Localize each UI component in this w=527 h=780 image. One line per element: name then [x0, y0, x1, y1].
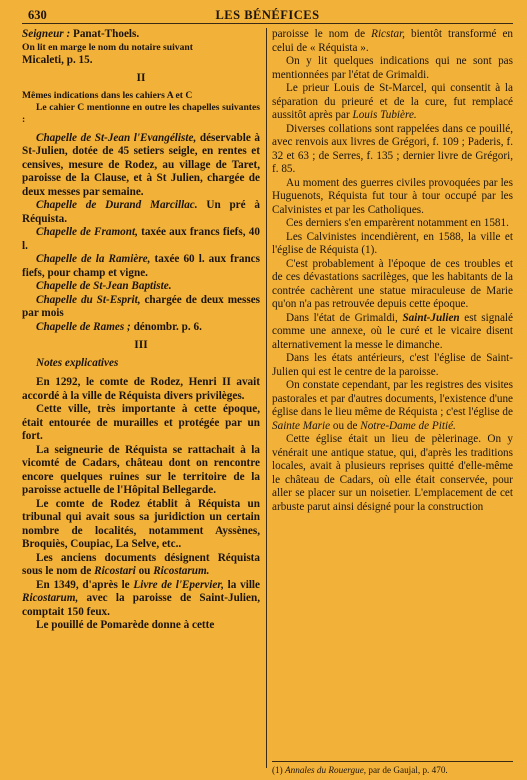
paragraph-ville: Cette ville, très importante à cette époque, était entourée de murailles et protégée par un fort. [22, 403, 260, 442]
footnote: (1) Annales du Rouergue, par de Gaujal, p. 470. [272, 761, 513, 776]
running-title: LES BÉNÉFICES [215, 8, 320, 22]
paragraph-1349: En 1349, d'après le Livre de l'Epervier, la ville Ricostarum, avec la paroisse de Saint-Julien, comptait 150 feux. [22, 578, 260, 618]
paragraph-pouille: Le pouillé de Pomarède donne à cette [36, 619, 215, 631]
chapelle-rames: Chapelle de Rames ; dénombr. p. 6. [36, 320, 202, 333]
paragraph-calvinistes: Les Calvinistes incendièrent, en 1588, la ville et l'église de Réquista (1). [272, 230, 513, 256]
paragraph-grimaldi: Dans l'état de Grimaldi, Saint-Julien est signalé comme une annexe, où le curé et le vicaire disent alternativement la messe le dimanche. [272, 311, 513, 351]
seigneur-label: Seigneur : [22, 28, 71, 40]
chapelle-ramiere: Chapelle de la Ramière, taxée 60 l. aux francs fiefs, pour champ et vigne. [22, 253, 260, 279]
micaleti-line: Micaleti, p. 15. [22, 53, 93, 66]
chapelle-st-jean-baptiste: Chapelle de St-Jean Baptiste. [36, 280, 172, 292]
running-header [22, 6, 513, 24]
paragraph-statue: C'est probablement à l'époque de ces troubles et de ces dévastations sacrilèges, que les habitants de la contrée cachèrent une statue miraculeuse de Marie qu'on n'a pas retrouvée depuis cette époque. [272, 257, 513, 310]
paragraph-1292: En 1292, le comte de Rodez, Henri II avait accordé à la ville de Réquista divers privilèges. [22, 376, 260, 402]
paragraph-prieur: Le prieur Louis de St-Marcel, qui consentit à la séparation du prieuré et de la cure, fut remplacé aussitôt après par Louis Tubière. [272, 82, 513, 121]
chapelle-st-esprit: Chapelle du St-Esprit, chargée de deux messes par mois [22, 293, 260, 319]
paragraph-pelerinage: Cette église était un lieu de pèlerinage. On y vénérait une antique statue, qui, d'après les traditions locales, avait à plusieurs reprises quitté d'elle-même le château de Cadars, où elle était conservée, pour aller se placer sur un noisetier. L'emplacement de cet arbuste parut ainsi désigné pour la construction [272, 433, 513, 513]
section-heading-ii: II [136, 72, 146, 84]
page-number: 630 [28, 8, 47, 22]
notes-title: Notes explicatives [36, 356, 119, 369]
text-columns [22, 28, 513, 780]
paragraph-eglise: On constate cependant, par les registres des visites pastorales et par d'autres documents, l'existence d'une église dans le lieu même de Réquista ; c'est l'église de Sainte Marie ou de Notre-Dame de Pitié. [272, 379, 513, 432]
chapelle-durand-marcillac: Chapelle de Durand Marcillac. Un pré à Réquista. [22, 199, 260, 225]
column-divider [266, 28, 267, 768]
cahier-c-note: Le cahier C mentionne en outre les chapelles suivantes : [22, 101, 260, 125]
paragraph-collations: Diverses collations sont rappelées dans ce pouillé, avec renvois aux livres de Grégori, f. 109 ; Paderis, f. 32 et 63 ; de Serres, f. 135 ; dernier livre de Grégori, f. 85. [272, 122, 513, 175]
right-column [272, 28, 513, 780]
paragraph-seigneurie: La seigneurie de Réquista se rattachait à la vicomté de Cadars, château dont on rencontre encore quelques ruines sur le territoire de la paroisse actuelle de l'Hôpital Bellegarde. [22, 443, 260, 496]
paragraph-anciens-documents: Les anciens documents désignent Réquista sous le nom de Ricostari ou Ricostarum. [22, 551, 260, 577]
paragraph-ricstar: paroisse le nom de Ricstar, bientôt transformé en celui de « Réquista ». [272, 28, 513, 54]
paragraph-tribunal: Le comte de Rodez établit à Réquista un tribunal qui avait sous sa juridiction un certain nombre de localités, notamment Ayssènes, Broquiès, Coupiac, La Selve, etc.. [22, 497, 260, 550]
seigneur-value: Panat-Thoels. [72, 28, 140, 40]
chapelle-framont: Chapelle de Framont, taxée aux francs fiefs, 40 l. [22, 226, 260, 252]
header-rule [22, 23, 513, 24]
paragraph-etats-anterieurs: Dans les états antérieurs, c'est l'église de Saint-Julien qui est le centre de la paroisse. [272, 352, 513, 378]
margin-note: On lit en marge le nom du notaire suivant [22, 41, 193, 53]
chapelle-st-jean-evangeliste: Chapelle de St-Jean l'Evangéliste, déservable à St-Julien, dotée de 45 setiers seigle, en rentes et censives, mesure de Rodez, au village de Taret, paroisse de la Clause, et à St Julien, chargée de deux messes par semaine. [22, 131, 260, 198]
left-column [22, 28, 260, 780]
paragraph-catholiques: Ces derniers s'en emparèrent notamment en 1581. [286, 217, 509, 229]
section-heading-iii: III [134, 339, 148, 351]
memes-indications: Mêmes indications dans les cahiers A et C [22, 89, 193, 101]
paragraph-indications: On y lit quelques indications qui ne sont pas mentionnées par l'état de Grimaldi. [272, 55, 513, 81]
paragraph-guerres: Au moment des guerres civiles provoquées par les Huguenots, Réquista fut tour à tour occupé par les Calvinistes et par les Catholiques. [272, 176, 513, 216]
